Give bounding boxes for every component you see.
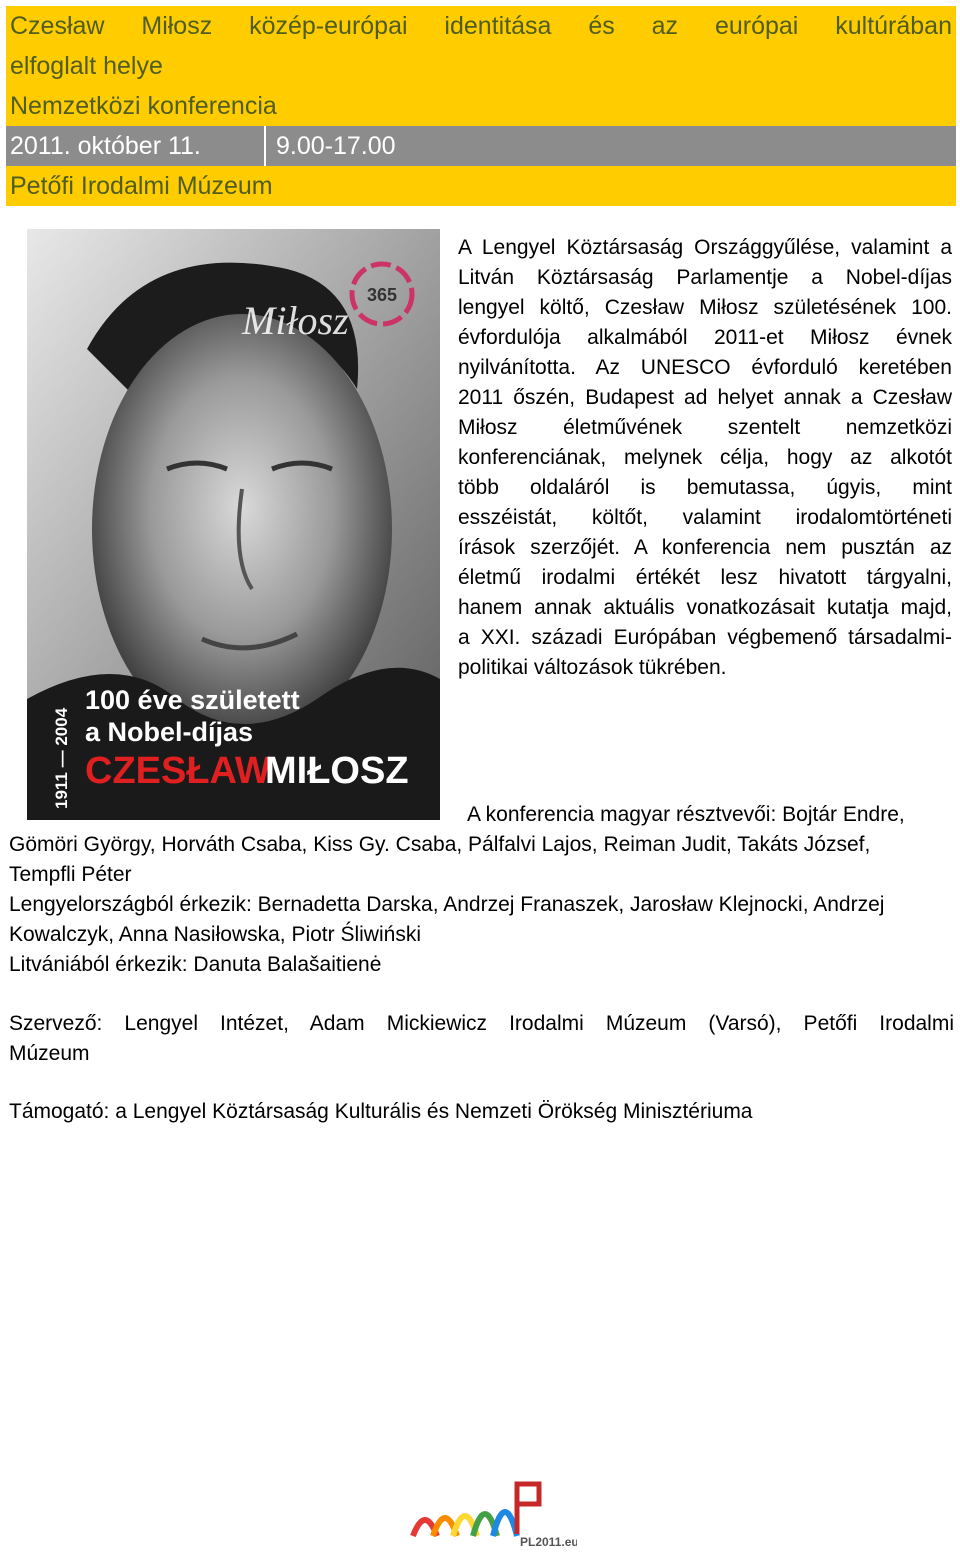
intro-line: írások szerzőjét. A konferencia nem pusztán az bbox=[458, 536, 952, 559]
hungarian-participants-line2: Gömöri György, Horváth Csaba, Kiss Gy. Csaba, Pálfalvi Lajos, Reiman Judit, Takáts József, bbox=[9, 833, 871, 856]
signature-text: Miłosz bbox=[242, 298, 349, 343]
event-time: 9.00-17.00 bbox=[264, 126, 396, 166]
born-text: 100 éve született bbox=[85, 685, 300, 715]
name-first-text: CZESŁAW bbox=[85, 750, 271, 792]
intro-line: a XXI. századi Európában végbemenő társadalmi- bbox=[458, 626, 952, 649]
intro-line: hanem annak aktuális vonatkozásait kutatja majd, bbox=[458, 596, 952, 619]
organizer-line1: Szervező: Lengyel Intézet, Adam Mickiewicz Irodalmi Múzeum (Varsó), Petőfi Irodalmi bbox=[9, 1012, 954, 1035]
poster-image bbox=[27, 229, 440, 820]
intro-line: lengyel költő, Czesław Miłosz születésének 100. bbox=[458, 296, 952, 319]
event-datetime bbox=[6, 126, 956, 166]
supporter-section bbox=[9, 1097, 954, 1127]
organizer-line2: Múzeum bbox=[9, 1042, 90, 1065]
intro-line: Miłosz életművének szentelt nemzetközi bbox=[458, 416, 952, 439]
intro-line: Litván Köztársaság Parlamentje a Nobel-díjas bbox=[458, 266, 952, 289]
years-text: 1911 — 2004 bbox=[52, 707, 71, 809]
polish-participants-line2: Kowalczyk, Anna Nasiłowska, Piotr Śliwiński bbox=[9, 923, 421, 946]
supporter-line: Támogató: a Lengyel Köztársaság Kulturális és Nemzeti Örökség Minisztériuma bbox=[9, 1100, 753, 1123]
organizer-section bbox=[9, 1009, 954, 1069]
intro-line: több oldaláról is bemutassa, úgyis, mint bbox=[458, 476, 952, 499]
event-title-line2: elfoglalt helye bbox=[6, 46, 956, 86]
intro-line: 2011 őszén, Budapest ad helyet annak a Czesław bbox=[458, 386, 952, 409]
intro-line: A Lengyel Köztársaság Országgyűlése, valamint a bbox=[458, 236, 952, 259]
pl2011-logo bbox=[405, 1474, 577, 1554]
intro-line: nyilvánította. Az UNESCO évforduló keretében bbox=[458, 356, 952, 379]
intro-line: életmű irodalmi értékét lesz hivatott tárgyalni, bbox=[458, 566, 952, 589]
event-header bbox=[6, 6, 956, 206]
lithuanian-participants: Litvániából érkezik: Danuta Balašaitienė bbox=[9, 953, 382, 976]
intro-paragraph bbox=[458, 233, 952, 683]
event-title-line1: Czesław Miłosz közép-európai identitása és az európai kultúrában bbox=[6, 6, 956, 46]
intro-line: évfordulója alkalmából 2011-et Miłosz évnek bbox=[458, 326, 952, 349]
badge-text: 365 bbox=[366, 285, 398, 305]
nobel-text: a Nobel-díjas bbox=[85, 717, 254, 747]
participants-section bbox=[9, 800, 954, 980]
event-subtitle: Nemzetközi konferencia bbox=[6, 86, 956, 126]
name-last-text: MIŁOSZ bbox=[265, 750, 409, 792]
event-venue: Petőfi Irodalmi Múzeum bbox=[6, 166, 956, 206]
intro-line: esszéistát, költőt, valamint irodalomtörténeti bbox=[458, 506, 952, 529]
logo-text: PL2011.eu bbox=[520, 1535, 577, 1549]
hungarian-participants-line1: A konferencia magyar résztvevői: Bojtár Endre, bbox=[467, 803, 905, 826]
event-date: 2011. október 11. bbox=[10, 132, 201, 160]
intro-line: konferenciának, melynek célja, hogy az alkotót bbox=[458, 446, 952, 469]
intro-line: politikai változások tükrében. bbox=[458, 656, 727, 679]
polish-participants-line1: Lengyelországból érkezik: Bernadetta Darska, Andrzej Franaszek, Jarosław Klejnocki, Andrzej bbox=[9, 893, 885, 916]
hungarian-participants-line3: Tempfli Péter bbox=[9, 863, 132, 886]
